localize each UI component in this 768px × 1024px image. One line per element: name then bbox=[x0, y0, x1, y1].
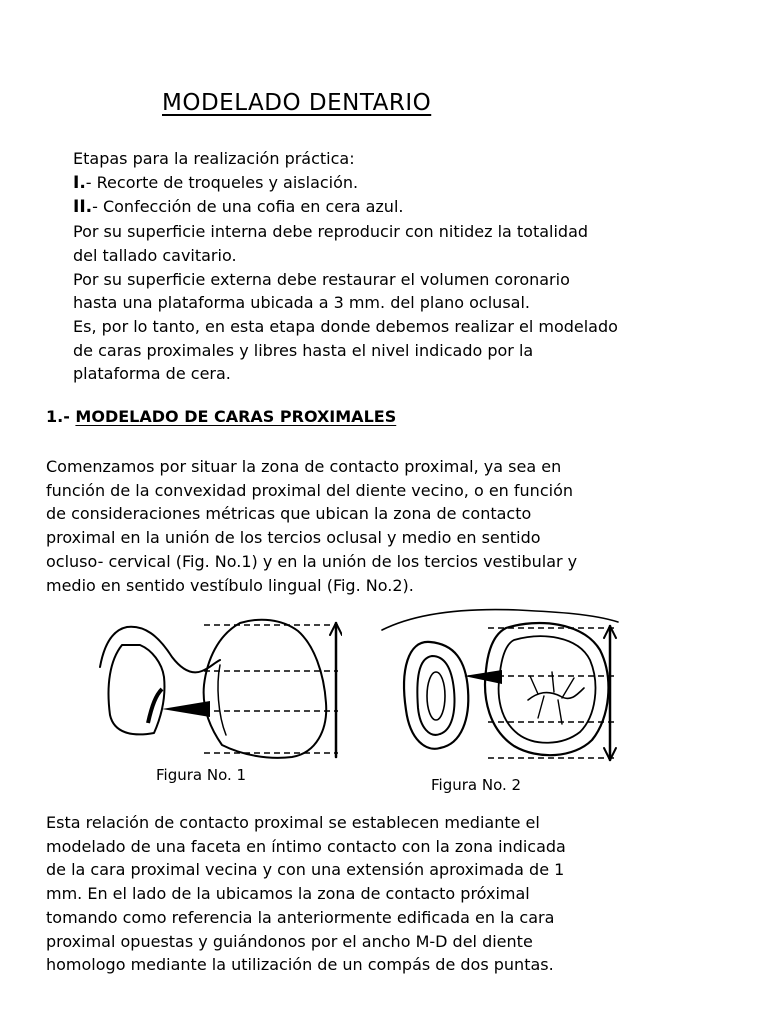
paragraph-line: modelado de una faceta en íntimo contacto con la zona indicada bbox=[46, 836, 566, 856]
paragraph-1 bbox=[46, 455, 746, 597]
paragraph-line: medio en sentido vestíbulo lingual (Fig. No.2). bbox=[46, 575, 414, 595]
paragraph-line: homologo mediante la utilización de un compás de dos puntas. bbox=[46, 955, 554, 975]
step-2-text: - Confección de una cofia en cera azul. bbox=[92, 197, 404, 217]
figure-1-tooth-proximal-drawing bbox=[92, 605, 342, 765]
paragraph-line: de consideraciones métricas que ubican la zona de contacto bbox=[46, 504, 532, 524]
intro-line: plataforma de cera. bbox=[73, 364, 231, 384]
paragraph-line: tomando como referencia la anteriormente edificada en la cara bbox=[46, 907, 555, 927]
step-1-text: - Recorte de troqueles y aislación. bbox=[85, 172, 359, 192]
page-title: MODELADO DENTARIO bbox=[162, 90, 432, 116]
step-1 bbox=[73, 171, 713, 196]
paragraph-2 bbox=[46, 811, 746, 977]
figure-2-tooth-occlusal-drawing bbox=[378, 600, 623, 770]
section-title: MODELADO DE CARAS PROXIMALES bbox=[75, 407, 397, 426]
paragraph-line: Esta relación de contacto proximal se establecen mediante el bbox=[46, 813, 540, 832]
intro-line: Por su superficie externa debe restaurar el volumen coronario bbox=[73, 269, 570, 289]
step-2-number: II. bbox=[73, 197, 93, 218]
paragraph-line: proximal en la unión de los tercios oclusal y medio en sentido bbox=[46, 528, 541, 548]
paragraph-line: mm. En el lado de la ubicamos la zona de contacto próximal bbox=[46, 884, 530, 904]
intro-line: Etapas para la realización práctica: bbox=[73, 149, 355, 168]
intro-line: Es, por lo tanto, en esta etapa donde debemos realizar el modelado bbox=[73, 316, 618, 336]
paragraph-line: de la cara proximal vecina y con una extensión aproximada de 1 bbox=[46, 860, 565, 880]
figure-2-caption: Figura No. 2 bbox=[431, 776, 522, 794]
paragraph-line: Comenzamos por situar la zona de contacto proximal, ya sea en bbox=[46, 457, 562, 476]
section-number: 1.- bbox=[46, 407, 76, 426]
section-heading bbox=[46, 407, 396, 426]
intro-line: de caras proximales y libres hasta el nivel indicado por la bbox=[73, 340, 534, 360]
paragraph-line: ocluso- cervical (Fig. No.1) y en la unión de los tercios vestibular y bbox=[46, 551, 578, 571]
paragraph-line: proximal opuestas y guiándonos por el ancho M-D del diente bbox=[46, 931, 533, 951]
intro-line: del tallado cavitario. bbox=[73, 245, 237, 265]
step-1-number: I. bbox=[73, 172, 86, 193]
paragraph-line: función de la convexidad proximal del diente vecino, o en función bbox=[46, 480, 573, 500]
step-2 bbox=[73, 195, 713, 220]
intro-line: hasta una plataforma ubicada a 3 mm. del plano oclusal. bbox=[73, 293, 530, 313]
intro-block bbox=[73, 147, 713, 386]
figure-1-caption: Figura No. 1 bbox=[156, 766, 247, 784]
intro-line: Por su superficie interna debe reproducir con nitidez la totalidad bbox=[73, 222, 589, 242]
